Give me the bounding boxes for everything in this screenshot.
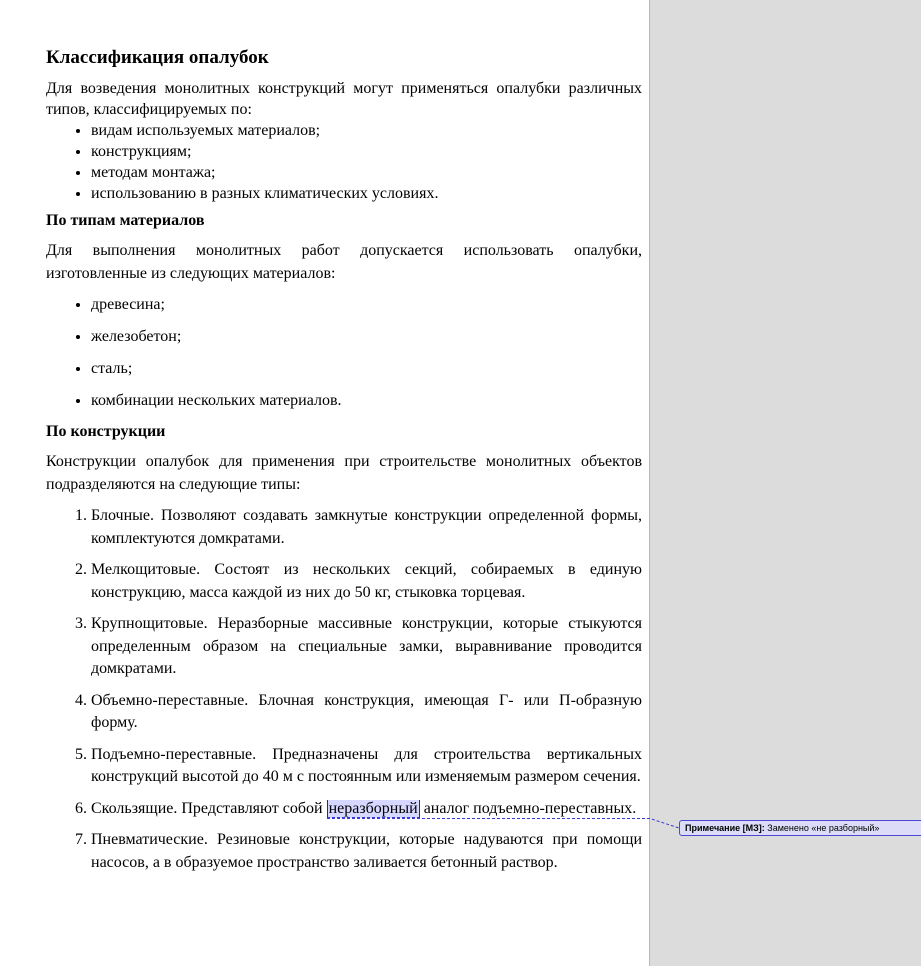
intro-paragraph: Для возведения монолитных конструкций могут применяться опалубки различных типов, классифицируемых по: [46, 80, 642, 118]
list-item: • сталь; [91, 358, 642, 379]
construction-numbered-list [46, 505, 642, 874]
section-materials-heading: По типам материалов [46, 212, 205, 229]
list-item: 5. Подъемно-переставные. Предназначены для строительства вертикальных конструкций высотой до 40 м с постоянным или изменяемым размером сечения. [91, 744, 642, 789]
document-body[interactable] [46, 46, 642, 883]
list-item: • комбинации нескольких материалов. [91, 390, 642, 411]
list-item: • методам монтажа; [91, 162, 642, 183]
list-item-text: Скользящие. Представляют собой [91, 799, 327, 817]
list-item: 2. Мелкощитовые. Состоят из нескольких секций, собираемых в единую конструкцию, масса каждой из них до 50 кг, стыковка торцевая. [91, 559, 642, 604]
comment-balloon[interactable] [679, 820, 921, 836]
comment-author-label: Примечание [МЗ]: [685, 823, 765, 833]
comment-text: Заменено «не разборный» [767, 823, 880, 833]
list-item: • использованию в разных климатических условиях. [91, 183, 642, 204]
list-item: • конструкциям; [91, 141, 642, 162]
intro-bullet-list [46, 120, 642, 204]
section-construction-heading: По конструкции [46, 423, 166, 440]
list-item: 1. Блочные. Позволяют создавать замкнутые конструкции определенной формы, комплектуются домкратами. [91, 505, 642, 550]
list-item: • железобетон; [91, 326, 642, 347]
list-item: • древесина; [91, 294, 642, 315]
materials-bullet-list [46, 294, 642, 411]
commented-text-highlight[interactable]: неразборный [328, 799, 418, 817]
materials-paragraph: Для выполнения монолитных работ допускается использовать опалубки, изготовленные из следующих материалов: [46, 242, 642, 282]
list-item: 4. Объемно-переставные. Блочная конструкция, имеющая Г- или П-образную форму. [91, 690, 642, 735]
list-item [91, 798, 642, 821]
list-item: 3. Крупнощитовые. Неразборные массивные конструкции, которые стыкуются определенным образом на специальные замки, выравнивание проводится домкратами. [91, 613, 642, 681]
construction-paragraph: Конструкции опалубок для применения при строительстве монолитных объектов подразделяются на следующие типы: [46, 453, 642, 493]
list-item: 7. Пневматические. Резиновые конструкции, которые надуваются при помощи насосов, а в образуемое пространство заливается бетонный раствор. [91, 829, 642, 874]
list-item-text: аналог подъемно-переставных. [419, 799, 637, 817]
document-heading: Классификация опалубок [46, 47, 269, 68]
list-item: • видам используемых материалов; [91, 120, 642, 141]
